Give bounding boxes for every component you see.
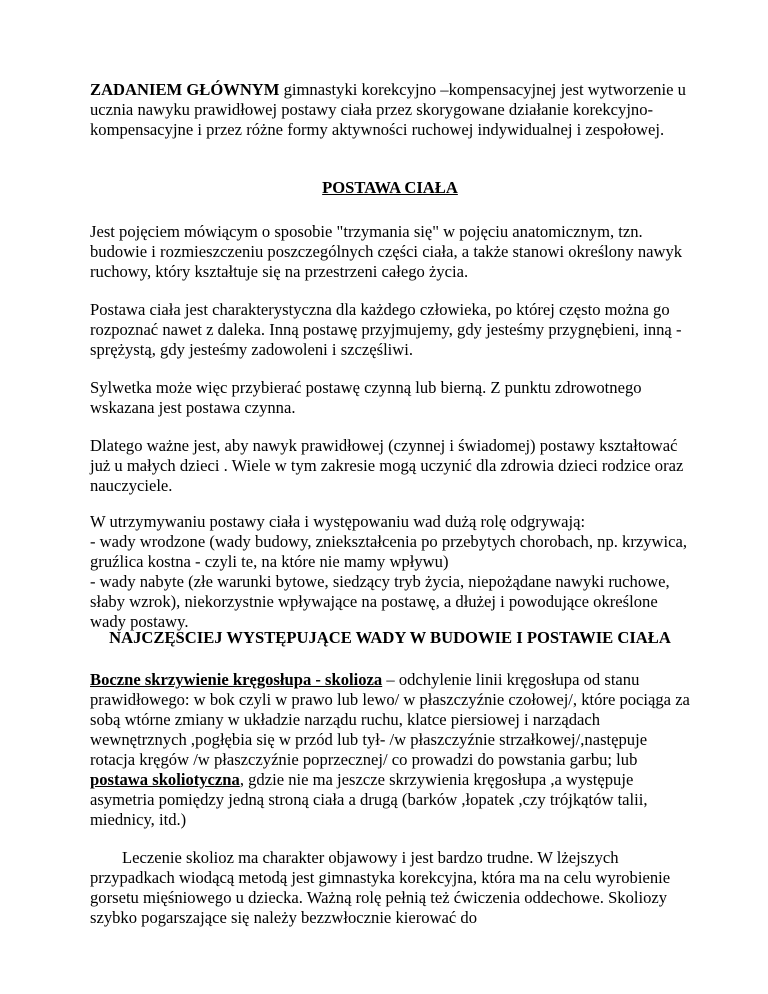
- intro-paragraph: [90, 80, 690, 140]
- scoliosis-text: – odchylenie linii kręgosłupa od stanu prawidłowego: w bok czyli w prawo lub lewo/ w płaszczyźnie czołowej/, które pociąga za sobą wtórne zmiany w układzie narządu ruchu, klatce piersiowej i narządach wewnętrznych ,pogłębia się w przód lub tył- /w płaszczyźnie strzałkowej/,następuje rotacja kręgów /w płaszczyźnie poprzecznej/ co prowadzi do powstania garbu; lub: [90, 670, 690, 769]
- section2-paragraph-2: Leczenie skolioz ma charakter objawowy i jest bardzo trudne. W lżejszych przypadkach wiodącą metodą jest gimnastyka korekcyjna, która ma na celu wyrobienie gorsetu mięśniowego u dziecka. Ważną rolę pełnią też ćwiczenia oddechowe. Skoliozy szybko pogarszające się należy bezzwłocznie kierować do: [90, 848, 671, 927]
- factors-intro: W utrzymywaniu postawy ciała i występowaniu wad dużą rolę odgrywają:: [90, 512, 586, 531]
- section1-paragraph-2: Postawa ciała jest charakterystyczna dla każdego człowieka, po której często można go rozpoznać nawet z daleka. Inną postawę przyjmujemy, gdy jesteśmy przygnębieni, inną - sprężystą, gdy jesteśmy zadowoleni i szczęśliwi.: [90, 300, 682, 359]
- scoliotic-posture-text: , gdzie nie ma jeszcze skrzywienia kręgosłupa ,a występuje asymetria pomiędzy jedną stroną ciała a drugą (barków ,łopatek ,czy trójkątów talii, miednicy, itd.): [90, 770, 648, 829]
- section2-paragraph-1: [90, 670, 690, 830]
- section1-paragraph-3: Sylwetka może więc przybierać postawę czynną lub bierną. Z punktu zdrowotnego wskazana jest postawa czynna.: [90, 378, 642, 417]
- section2-title: NAJCZĘSCIEJ WYSTĘPUJĄCE WADY W BUDOWIE I POSTAWIE CIAŁA: [109, 628, 671, 647]
- scoliosis-term: Boczne skrzywienie kręgosłupa - skolioza: [90, 670, 383, 689]
- scoliotic-posture-term: postawa skoliotyczna: [90, 770, 240, 789]
- section1-paragraph-1: Jest pojęciem mówiącym o sposobie "trzymania się" w pojęciu anatomicznym, tzn. budowie i rozmieszczeniu poszczególnych części ciała, a także stanowi określony nawyk ruchowy, który kształtuje się na przestrzeni całego życia.: [90, 222, 683, 281]
- intro-lead: ZADANIEM GŁÓWNYM: [90, 80, 280, 99]
- intro-text: gimnastyki korekcyjno –kompensacyjnej jest wytworzenie u ucznia nawyku prawidłowej postawy ciała przez skorygowane działanie korekcyjno-kompensacyjne i przez różne formy aktywności ruchowej indywidualnej i zespołowej.: [90, 80, 686, 139]
- factor-acquired: - wady nabyte (złe warunki bytowe, siedzący tryb życia, niepożądane nawyki ruchowe, słaby wzrok), niekorzystnie wpływające na postawę, a dłużej i powodujące określone wady postawy.: [90, 572, 670, 631]
- section1-paragraph-5: [90, 512, 690, 632]
- section1-paragraph-4: Dlatego ważne jest, aby nawyk prawidłowej (czynnej i świadomej) postawy kształtować już u małych dzieci . Wiele w tym zakresie mogą uczynić dla zdrowia dzieci rodzice oraz nauczyciele.: [90, 436, 684, 495]
- section1-title: POSTAWA CIAŁA: [322, 178, 458, 197]
- factor-congenital: - wady wrodzone (wady budowy, zniekształcenia po przebytych chorobach, np. krzywica, gruźlica kostna - czyli te, na które nie mamy wpływu): [90, 532, 687, 571]
